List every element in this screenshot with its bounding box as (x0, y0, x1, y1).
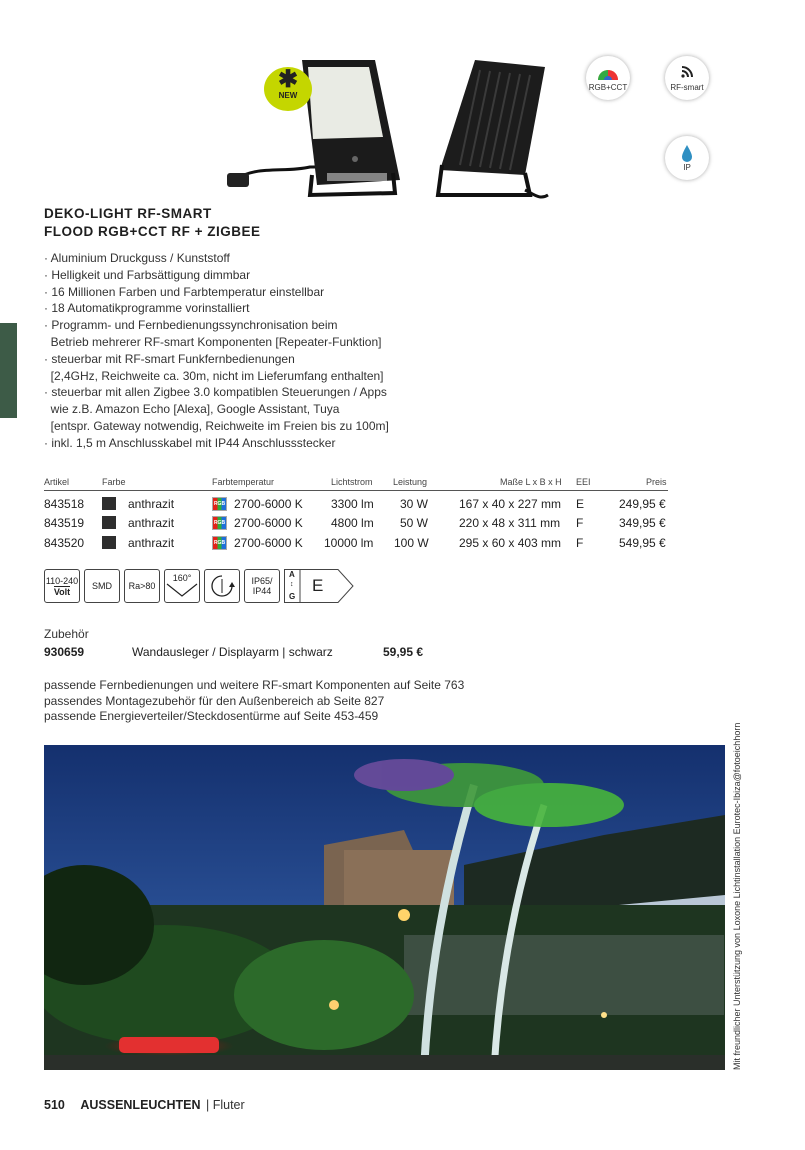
feature-item: wie z.B. Amazon Echo [Alexa], Google Assistant, Tuya (44, 402, 340, 417)
rgb-icon: RGB (212, 497, 227, 511)
table-divider (44, 490, 668, 491)
feature-item: · Helligkeit und Farbsättigung dimmbar (44, 267, 251, 282)
feature-item: · inkl. 1,5 m Anschlusskabel mit IP44 Anschlussstecker (44, 435, 336, 450)
rotate-arrows-icon (207, 571, 237, 601)
note-line: passende Fernbedienungen und weitere RF-smart Komponenten auf Seite 763 (44, 678, 465, 692)
accessory-heading: Zubehör (44, 627, 89, 641)
ip-rating-icon: IP65/ IP44 (244, 569, 280, 603)
accessory-name: Wandausleger / Displayarm | schwarz (132, 645, 333, 659)
col-preis: Preis (646, 477, 667, 487)
col-masse: Maße L x B x H (500, 477, 562, 487)
col-leistung: Leistung (393, 477, 428, 487)
page-footer (44, 1098, 245, 1112)
feature-item: Betrieb mehrerer RF-smart Komponenten [Repeater-Funktion] (44, 334, 382, 349)
product-title: DEKO-LIGHT RF-SMART FLOOD RGB+CCT RF + ZIGBEE (44, 206, 261, 239)
smd-icon: SMD (84, 569, 120, 603)
chapter-tab (0, 323, 17, 418)
rgb-icon: RGB (212, 516, 227, 530)
note-line: passende Energieverteiler/Steckdosentürme auf Seite 453-459 (44, 709, 379, 723)
feature-item: · Aluminium Druckguss / Kunststoff (44, 251, 230, 265)
col-farbtemperatur: Farbtemperatur (212, 477, 275, 487)
floodlight-front-image (215, 55, 410, 200)
accessory-artikel: 930659 (44, 645, 85, 659)
rotatable-icon (204, 569, 240, 603)
ip-protection-icon: IP (665, 136, 709, 180)
col-eei: EEI (576, 477, 591, 487)
ra-icon: Ra>80 (124, 569, 160, 603)
feature-item: · 16 Millionen Farben und Farbtemperatur einstellbar (44, 284, 325, 299)
energy-label: A ↕ G E (284, 569, 354, 603)
rgb-cct-icon: RGB+CCT (586, 56, 630, 100)
feature-item: [entspr. Gateway notwendig, Reichweite im Freien bis zu 100m] (44, 418, 389, 433)
new-badge: ✱ NEW (264, 67, 312, 111)
page-number: 510 (44, 1098, 65, 1112)
floodlight-back-image (430, 55, 550, 205)
color-swatch (102, 536, 116, 549)
feature-item: · 18 Automatikprogramme vorinstalliert (44, 301, 250, 316)
col-lichtstrom: Lichtstrom (331, 477, 373, 487)
feature-item: · steuerbar mit allen Zigbee 3.0 kompatiblen Steuerungen / Apps (44, 385, 387, 400)
feature-list (44, 250, 389, 452)
rgb-icon: RGB (212, 536, 227, 550)
accessory-price: 59,95 € (383, 645, 424, 659)
feature-item: [2,4GHz, Reichweite ca. 30m, nicht im Lieferumfang enthalten] (44, 368, 384, 383)
subsection-title: | Fluter (205, 1098, 245, 1112)
notes (44, 678, 464, 725)
ambient-photo (44, 745, 725, 1070)
photo-credit: Mit freundlicher Unterstützung von Loxone Lichtinstallation Eurotec-Ibiza@fotoeichhorn (732, 722, 742, 1070)
col-farbe: Farbe (102, 477, 126, 487)
voltage-icon: 110-240 Volt (44, 569, 80, 603)
color-swatch (102, 497, 116, 510)
feature-item: · steuerbar mit RF-smart Funkfernbedienungen (44, 351, 295, 366)
angle-chevron-icon (165, 580, 199, 600)
section-title: AUSSENLEUCHTEN (80, 1098, 201, 1112)
note-line: passendes Montagezubehör für den Außenbereich ab Seite 827 (44, 693, 385, 708)
rf-smart-icon: RF-smart (665, 56, 709, 100)
feature-item: · Programm- und Fernbedienungssynchronisation beim (44, 318, 338, 333)
beam-angle-icon: 160° (164, 569, 200, 603)
asterisk-icon: ✱ (277, 66, 299, 93)
col-artikel: Artikel (44, 477, 70, 487)
color-swatch (102, 516, 116, 529)
